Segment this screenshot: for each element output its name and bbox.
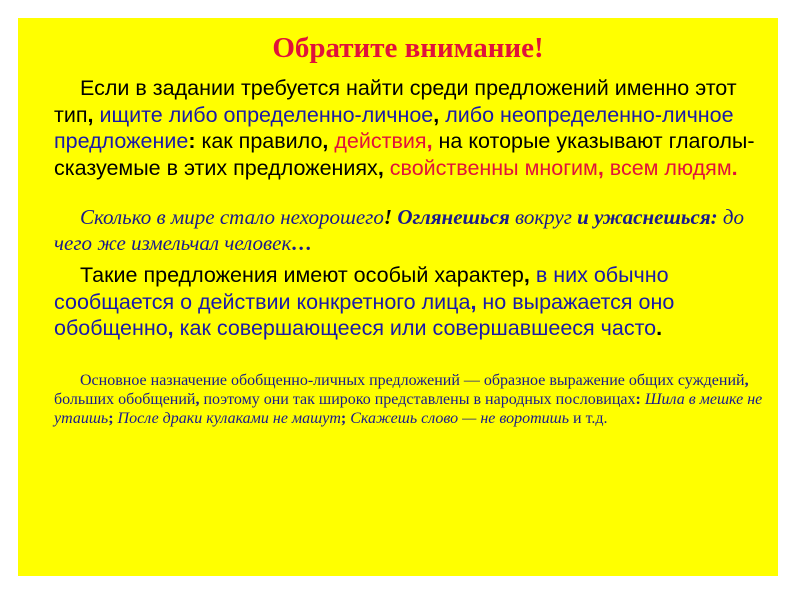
p1-punct-6: , xyxy=(377,155,384,180)
p4-text-3: поэтому они так широко представлены в народных пословицах xyxy=(199,391,636,408)
p1-text-5: действия xyxy=(328,129,427,153)
p1-text-1: Если в задании требуется найти среди предложений именно этот тип xyxy=(54,76,737,127)
title-mark: ! xyxy=(534,32,544,64)
p1-text-4: как правило xyxy=(195,129,323,153)
p4-text-1: Основное назначение обобщенно-личных предложений — образное выражение общих суждений xyxy=(80,372,745,389)
p1-text-7: свойственны многим xyxy=(383,155,598,180)
p4-punct-3: : xyxy=(635,391,641,408)
p3-punct-1: , xyxy=(523,263,530,287)
p3-text-4: как совершающееся или совершавшееся часто xyxy=(173,316,657,340)
p1-text-2: ищите либо определенно-личное xyxy=(93,102,434,127)
p1-punct-2: , xyxy=(433,102,440,127)
p1-text-3: либо неопределенно-личное предложение xyxy=(54,102,734,153)
p4-proverb-3: Скажешь слово — не воротишь xyxy=(346,410,570,427)
p1-punct-7: , xyxy=(597,155,604,180)
p2-text-4: и ужаснешься xyxy=(577,205,711,229)
paragraph-2 xyxy=(54,204,766,256)
p4-punct-4: ; xyxy=(108,410,114,427)
p1-punct-1: , xyxy=(87,102,94,127)
p2-text-3: вокруг xyxy=(509,205,578,229)
p2-text-5: до чего же измельчал человек xyxy=(54,205,745,255)
p4-punct-1: , xyxy=(744,372,749,389)
p1-text-6: на которые указывают глаголы-сказуемые в этих предложениях xyxy=(54,129,755,180)
p2-punct-2: : xyxy=(710,205,718,229)
p2-punct-3: … xyxy=(291,231,313,255)
p3-text-1: Такие предложения имеют особый характер xyxy=(80,263,524,287)
title-text: Обратите внимание xyxy=(272,32,534,64)
p1-punct-5: , xyxy=(426,129,433,153)
p4-punct-5: ; xyxy=(340,410,347,427)
p1-punct-4: , xyxy=(322,129,329,153)
p2-text-1: Сколько в мире стало нехорошего xyxy=(80,205,384,229)
p4-proverb-1: Шила в мешке не утаишь xyxy=(54,391,763,427)
p3-text-3: но выражается оно обобщенно xyxy=(54,289,675,340)
slide xyxy=(18,18,778,576)
p1-punct-8: . xyxy=(731,155,738,180)
paragraph-3 xyxy=(54,262,766,342)
paragraph-1 xyxy=(54,75,766,181)
p3-punct-2: , xyxy=(470,289,477,314)
p2-text-2: Оглянешься xyxy=(392,205,510,229)
p4-punct-2: , xyxy=(195,391,200,408)
paragraph-4 xyxy=(54,371,766,428)
p4-text-4: и т.д. xyxy=(569,410,608,427)
slide-title xyxy=(18,32,778,65)
p2-punct-1: ! xyxy=(383,205,393,229)
p4-proverb-2: После драки кулаками не машут xyxy=(113,410,341,427)
p4-text-2: больших обобщений xyxy=(54,391,196,408)
p3-punct-4: . xyxy=(656,316,663,340)
p3-punct-3: , xyxy=(167,316,174,340)
p1-text-8: всем людям xyxy=(603,155,732,180)
p3-text-2: в них обычно сообщается о действии конкретного лица xyxy=(54,263,669,314)
p1-punct-3: : xyxy=(188,129,196,153)
